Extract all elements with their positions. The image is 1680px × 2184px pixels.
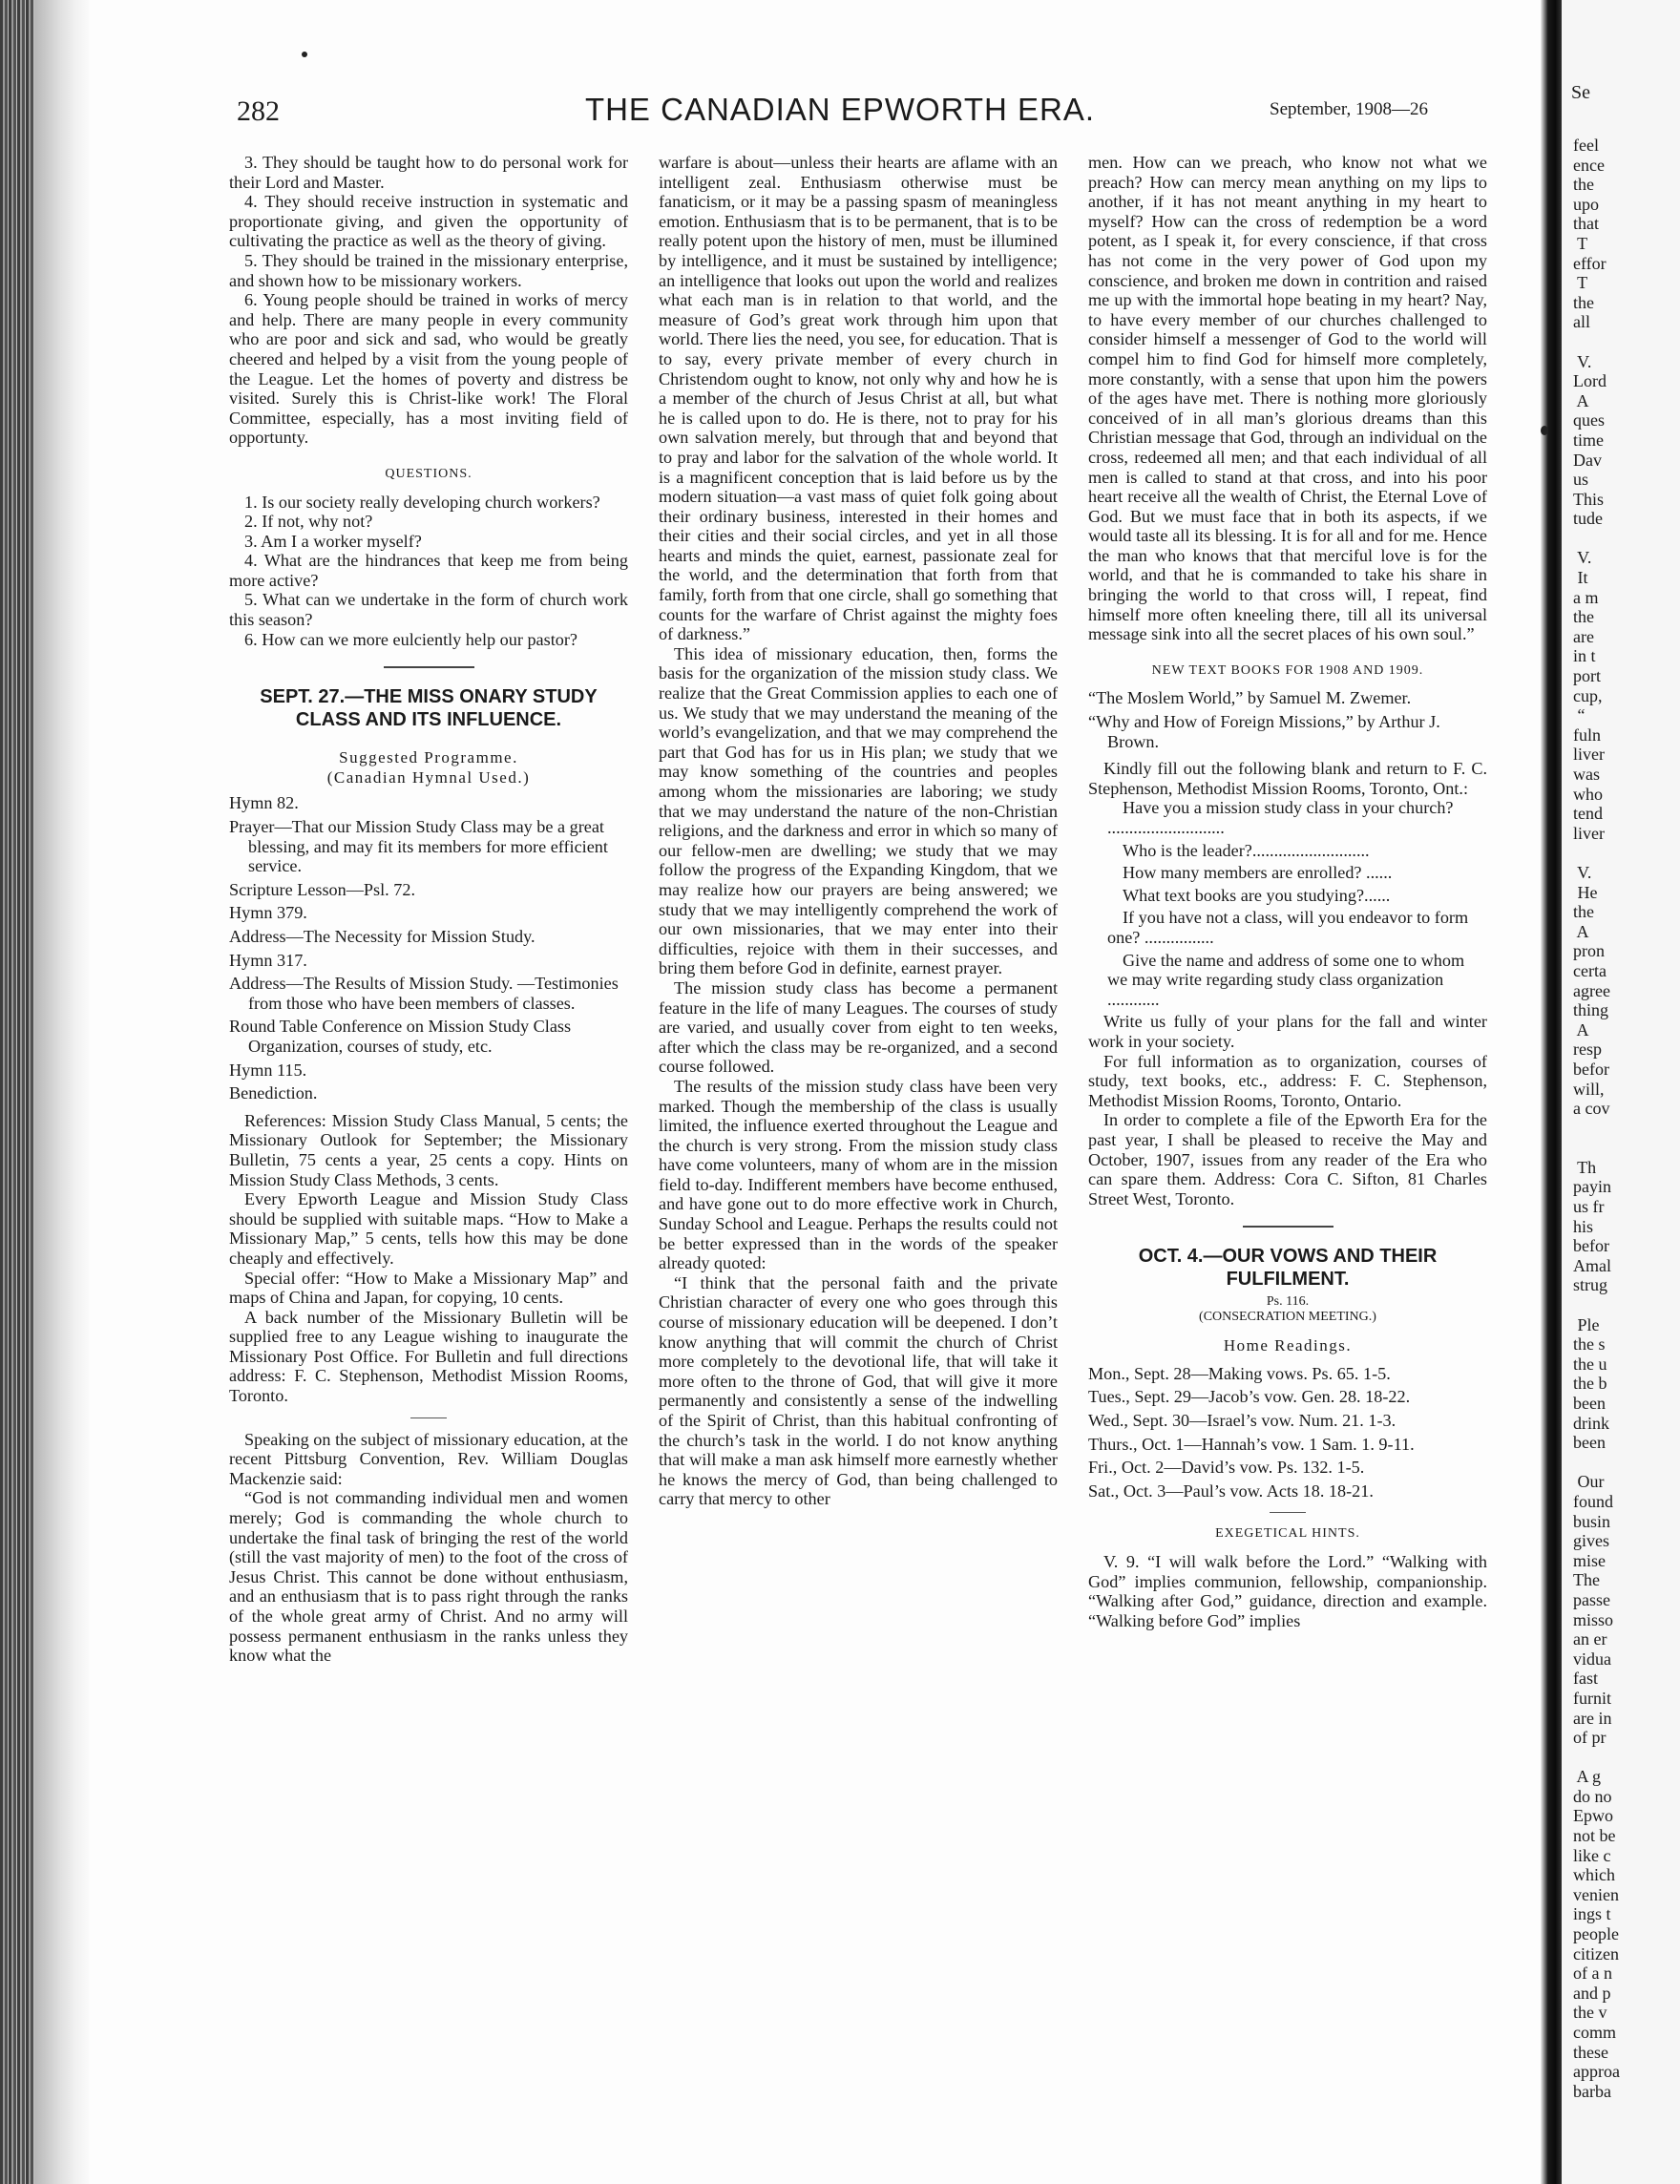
question: 6. How can we more eulciently help our pastor? bbox=[244, 629, 578, 649]
page-edge-shadow bbox=[34, 0, 90, 2184]
page-title: THE CANADIAN EPWORTH ERA. bbox=[584, 92, 1096, 127]
form-line: How many members are enrolled? ...... bbox=[1123, 863, 1393, 883]
page-number: 282 bbox=[237, 95, 280, 127]
section-heading: NEW TEXT BOOKS FOR 1908 AND 1909. bbox=[1151, 662, 1424, 678]
column-2 bbox=[659, 153, 1058, 1509]
programme-item: Benediction. bbox=[229, 1083, 318, 1103]
paragraph: A back number of the Missionary Bulletin will be supplied free to any League wishing to inaugurate the Missionary Post Office. For Bulletin and full directions address: F. C. Stephenson, Methodist Mission Rooms, Toronto. bbox=[229, 1307, 628, 1406]
programme-item: Round Table Conference on Mission Study Class Organization, courses of study, etc. bbox=[229, 1017, 572, 1056]
reading-item: Mon., Sept. 28—Making vows. Ps. 65. 1-5. bbox=[1088, 1363, 1391, 1383]
paragraph: men. How can we preach, who know not what we preach? How can mercy mean anything on my lips to another, if it has not meant anything in my heart to myself? How can the cross of redemption be a word potent, as I speak it, for every conscience, if that cross has not come in the very power of God upon my conscience, and broken me down in contrition and raised me up with the immortal hope beating in my heart? Nay, to have every member of our churches challenged to consider himself a messenger of God to the world will compel him to find God for himself more completely, more constantly, with a sense that upon him the powers of the ages have met. There is nothing more gloriously conceived of in all man’s glorious dreams than this Christian message that God, through an individual on the cross, redeemed all men; and that each individual of all men is called to stand at that cross, and into his poor heart receive all the wealth of Christ, the Eternal Love of God. But we must face that in both its aspects, if we would taste all its blessing. It is for all and for me. Hence the man who knows that that merciful love is for the world, and that he is commanded to take his share in bringing the world to that cross will, I repeat, find himself more often kneeling there, till all its universal message sink into all the secret places of his own soul.” bbox=[1088, 153, 1487, 644]
paragraph: The results of the mission study class have been very marked. Though the membership of the class is usually limited, the influence exerted throughout the League and the church is very strong. From the mission study class have come volunteers, many of whom are in the mission field to-day. Indifferent members have become enthused, and have gone out to do more effective work in Church, Sunday School and League. Perhaps the results could not be better expressed than in the words of the speaker already quoted: bbox=[659, 1076, 1058, 1273]
question: 1. Is our society really developing church workers? bbox=[244, 492, 600, 512]
facing-page-text: feel ence the upo that T effor T the all V. Lord A ques time Dav us This tude V. It a m the are in t port cup, “ fuln liver was who tend liver V. He the A pron certa agree thing A resp befor will, a cov Th payin us fr his befor Amal strug Ple the s the u the b been drink been Our found busin gives mise The passe misso an er vidua fast furnit are in of pr A g do no Epwo not be like c which venien ings t people citizen of a n and p the v comm these approa barba bbox=[1573, 136, 1620, 2101]
facing-page-header: Se bbox=[1571, 82, 1590, 103]
readings-heading: Home Readings. bbox=[1223, 1336, 1353, 1355]
reading-item: Fri., Oct. 2—David’s vow. Ps. 132. 1-5. bbox=[1088, 1458, 1365, 1478]
programme-item: Scripture Lesson—Psl. 72. bbox=[229, 879, 416, 899]
facing-page bbox=[1562, 0, 1680, 2184]
form-line: Have you a mission study class in your church? ........................... bbox=[1107, 798, 1454, 837]
topic-heading: OCT. 4.—OUR VOWS AND THEIR FULFILMENT. bbox=[1138, 1246, 1438, 1291]
column-3 bbox=[1088, 153, 1487, 1630]
book-entry: “Why and How of Foreign Missions,” by Arthur J. Brown. bbox=[1088, 712, 1440, 751]
paragraph: Kindly fill out the following blank and return to F. C. Stephenson, Methodist Mission Rooms, Toronto, Ont.: bbox=[1088, 759, 1487, 798]
paragraph: warfare is about—unless their hearts are aflame with an intelligent zeal. Enthusiasm otherwise must be fanaticism, or it may be a passing spasm of meaningless emotion. Enthusiasm that is to be permanent, that is to be really potent upon the history of men, must be illumined by intelligence, and it must be sustained by intelligence; an intelligence that looks out upon the world and realizes what each man is in relation to that world, and the measure of God’s great work through him upon that world. There lies the need, you see, for education. That is to say, every private member of every church in Christendom ought to know, not only why and how he is a member of the church of Jesus Christ at all, but what he is called upon to do. He is there, not to pray for his own salvation merely, but through that and beyond that to pray and labor for the salvation of the whole world. It is a magnificent conception that is laid before us by the modern situation—a vast mass of quiet folk going about their ordinary business, interested in their homes and their cities and their social circles, and yet in all those hearts and minds the quiet, earnest, passionate zeal for the world, and the determination that forth from that family, forth from that one circle, shall go something that counts for the warfare of Christ against the mighty foes of darkness.” bbox=[659, 153, 1058, 644]
ink-speck bbox=[1541, 426, 1548, 435]
paragraph: This idea of missionary education, then, forms the basis for the organization of the mission study class. We realize that the Great Commission applies to each one of us. We study that we may understand the meaning of the world’s evangelization, and that we may comprehend the part that God has for us in His plan; we study that we may know something of the countries and peoples among whom the missionaries are laboring; we study that we may understand the nature of the non-Christian religions, and the darkness and error in which so many of our fellow-men are dwelling; we study that we may follow the progress of the Expanding Kingdom, that we may realize how our prayers are being answered; we study that we may intelligently comprehend the work of our own missionaries, that we may enter into their difficulties, rejoice with them in their successes, and bring them before God in definite, earnest prayer. bbox=[659, 643, 1058, 978]
form-line: Who is the leader?........................... bbox=[1123, 840, 1370, 860]
meeting-type: (CONSECRATION MEETING.) bbox=[1199, 1310, 1376, 1325]
issue-date: September, 1908—26 bbox=[1270, 99, 1428, 119]
paragraph: 3. They should be taught how to do personal work for their Lord and Master. bbox=[229, 153, 628, 192]
book-gutter bbox=[1541, 0, 1562, 2184]
question: 2. If not, why not? bbox=[244, 512, 373, 532]
programme-item: Address—The Results of Mission Study. —Testimonies from those who have been members of classes. bbox=[229, 974, 619, 1013]
paragraph: The mission study class has become a permanent feature in the life of many Leagues. The courses of study are varied, and usually cover from eight to ten weeks, after which the class may be re-organized, and a second course followed. bbox=[659, 977, 1058, 1077]
reading-item: Tues., Sept. 29—Jacob’s vow. Gen. 28. 18-22. bbox=[1088, 1387, 1411, 1407]
paragraph: V. 9. “I will walk before the Lord.” “Walking with God” implies communion, fellowship, companionship. “Walking after God,” guidance, direction and example. “Walking before God” implies bbox=[1088, 1552, 1487, 1630]
programme-item: Address—The Necessity for Mission Study. bbox=[229, 927, 536, 946]
ink-speck bbox=[302, 52, 307, 57]
topic-heading: SEPT. 27.—THE MISS ONARY STUDY CLASS AND ITS INFLUENCE. bbox=[260, 686, 598, 731]
paragraph: Speaking on the subject of missionary education, at the recent Pittsburg Convention, Rev. William Douglas Mackenzie said: bbox=[229, 1429, 628, 1488]
form-line: What text books are you studying?...... bbox=[1123, 885, 1391, 905]
divider bbox=[384, 666, 474, 668]
book-spine bbox=[0, 0, 34, 2184]
programme-heading: Suggested Programme. bbox=[339, 748, 518, 767]
programme-item: Hymn 317. bbox=[229, 950, 307, 970]
form-line: Give the name and address of some one to whom we may write regarding study class organization ............ bbox=[1107, 950, 1465, 1009]
paragraph: 6. Young people should be trained in works of mercy and help. There are many people in every community who are poor and sick and sad, who would be greatly cheered and helped by a visit from the young people of the League. Let the homes of poverty and distress be visited. Surely this is Christ-like work! The Floral Committee, especially, has a most inviting field of opportunty. bbox=[229, 290, 628, 448]
paragraph: Every Epworth League and Mission Study Class should be supplied with suitable maps. “How to Make a Missionary Map,” 5 cents, tells how this may be done cheaply and effectively. bbox=[229, 1189, 628, 1268]
paragraph: For full information as to organization, courses of study, text books, etc., address: F. C. Stephenson, Methodist Mission Rooms, Toronto, Ontario. bbox=[1088, 1051, 1487, 1110]
divider bbox=[1243, 1226, 1334, 1228]
paragraph: 5. They should be trained in the missionary enterprise, and shown how to be missionary workers. bbox=[229, 250, 628, 290]
paragraph: 4. They should receive instruction in systematic and proportionate giving, and given the opportunity of cultivating the practice as well as the theory of giving. bbox=[229, 192, 628, 251]
programme-item: Hymn 82. bbox=[229, 793, 299, 813]
paragraph: References: Mission Study Class Manual, 5 cents; the Missionary Outlook for September; the Missionary Bulletin, 75 cents a year, 25 cents a copy. Hints on Mission Study Class Methods, 3 cents. bbox=[229, 1110, 628, 1189]
section-heading: EXEGETICAL HINTS. bbox=[1215, 1526, 1360, 1542]
programme-item: Hymn 379. bbox=[229, 903, 307, 923]
paragraph: In order to complete a file of the Epworth Era for the past year, I shall be pleased to receive the May and October, 1907, issues from any reader of the Era who can spare them. Address: Cora C. Sifton, 81 Charles Street West, Toronto. bbox=[1088, 1110, 1487, 1208]
programme-subheading: (Canadian Hymnal Used.) bbox=[326, 767, 531, 787]
paragraph: “God is not commanding individual men and women merely; God is commanding the whole church to undertake the final task of bringing the rest of the world (still the vast majority of men) to the foot of the cross of Jesus Christ. This cannot be done without enthusiasm, and an enthusiasm that is to pass right through the ranks of the whole great army of Christ. And no army will possess permanent enthusiasm in the ranks unless they know what the bbox=[229, 1488, 628, 1666]
divider bbox=[1270, 1512, 1306, 1513]
question: 5. What can we undertake in the form of church work this season? bbox=[229, 590, 628, 630]
book-entry: “The Moslem World,” by Samuel M. Zwemer. bbox=[1088, 688, 1412, 708]
reading-item: Wed., Sept. 30—Israel’s vow. Num. 21. 1-3. bbox=[1088, 1411, 1396, 1431]
programme-item: Hymn 115. bbox=[229, 1060, 307, 1080]
paragraph: Write us fully of your plans for the fall and winter work in your society. bbox=[1088, 1012, 1487, 1051]
reading-item: Thurs., Oct. 1—Hannah’s vow. 1 Sam. 1. 9-11. bbox=[1088, 1434, 1415, 1454]
reading-item: Sat., Oct. 3—Paul’s vow. Acts 18. 18-21. bbox=[1088, 1480, 1374, 1501]
question: 4. What are the hindrances that keep me from being more active? bbox=[229, 551, 628, 590]
paragraph: Special offer: “How to Make a Missionary Map” and maps of China and Japan, for copying, 10 cents. bbox=[229, 1268, 628, 1308]
scripture-ref: Ps. 116. bbox=[1266, 1294, 1310, 1310]
question: 3. Am I a worker myself? bbox=[244, 531, 422, 551]
form-line: If you have not a class, will you endeavor to form one? ................ bbox=[1107, 908, 1469, 947]
programme-item: Prayer—That our Mission Study Class may be a great blessing, and may fit its members for more efficient service. bbox=[229, 817, 608, 876]
paragraph: “I think that the personal faith and the private Christian character of every one who goes through this course of missionary education will be deepened. I don’t know anything that will commit the church of Christ more completely to the devotional life, that will take it more often to the throne of God, that will give it more permanently and consistently a sense of the indwelling of the Spirit of Christ, than this habitual confronting of the church’s task in the world. I do not know anything that will make a man ask himself more earnestly whether he knows the mercy of God, than being challenged to carry that mercy to other bbox=[659, 1272, 1058, 1509]
section-heading: QUESTIONS. bbox=[385, 466, 472, 481]
column-1 bbox=[229, 153, 628, 1666]
